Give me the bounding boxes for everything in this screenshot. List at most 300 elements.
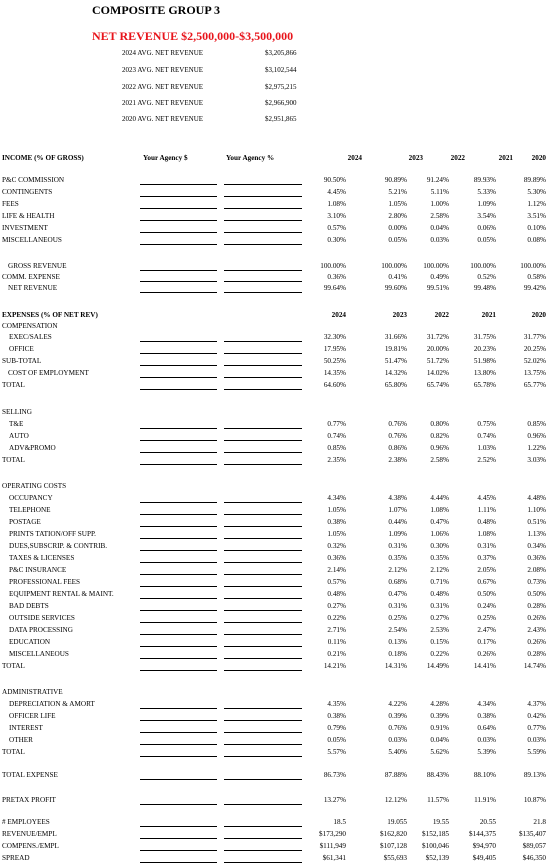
row-value: 1.22% xyxy=(527,444,546,452)
row-label: SUB-TOTAL xyxy=(2,357,42,365)
row-value: 0.52% xyxy=(477,273,496,281)
row-label: FEES xyxy=(2,200,19,208)
row-value: 1.11% xyxy=(477,506,496,514)
row-value: 0.00% xyxy=(388,224,407,232)
row-value: $135,407 xyxy=(519,830,546,838)
row-value: 0.22% xyxy=(327,614,346,622)
row-label: OTHER xyxy=(9,736,33,744)
your-agency-dollar-field[interactable] xyxy=(140,377,217,378)
row-value: 89.13% xyxy=(523,771,546,779)
row-value: 0.48% xyxy=(477,518,496,526)
row-value: $144,375 xyxy=(469,830,496,838)
row-value: 0.38% xyxy=(327,712,346,720)
row-value: 51.72% xyxy=(426,357,449,365)
your-agency-pct-field[interactable] xyxy=(224,756,302,757)
row-value: 0.03% xyxy=(527,736,546,744)
your-agency-dollar-field[interactable] xyxy=(140,838,217,839)
row-value: 0.26% xyxy=(527,638,546,646)
row-value: 2.12% xyxy=(430,566,449,574)
row-value: 1.09% xyxy=(388,530,407,538)
your-agency-dollar-field[interactable] xyxy=(140,550,217,551)
row-value: $94,970 xyxy=(472,842,496,850)
year-header: 2021 xyxy=(498,154,513,162)
row-value: 0.31% xyxy=(430,602,449,610)
row-value: 0.03% xyxy=(430,236,449,244)
row-value: 1.07% xyxy=(388,506,407,514)
row-label: TELEPHONE xyxy=(9,506,51,514)
your-agency-dollar-field[interactable] xyxy=(140,281,217,282)
avg-net-revenue-value: $2,966,900 xyxy=(265,99,297,107)
your-agency-pct-field[interactable] xyxy=(224,464,302,465)
your-agency-dollar-field[interactable] xyxy=(140,220,217,221)
row-value: 3.03% xyxy=(527,456,546,464)
your-agency-pct-field[interactable] xyxy=(224,574,302,575)
your-agency-pct-field[interactable] xyxy=(224,184,302,185)
row-value: 65.74% xyxy=(426,381,449,389)
your-agency-dollar-field[interactable] xyxy=(140,365,217,366)
your-agency-dollar-field[interactable] xyxy=(140,804,217,805)
row-value: 88.43% xyxy=(426,771,449,779)
avg-net-revenue-value: $3,102,544 xyxy=(265,66,297,74)
your-agency-dollar-field[interactable] xyxy=(140,562,217,563)
row-value: 0.35% xyxy=(388,554,407,562)
row-value: 17.95% xyxy=(323,345,346,353)
row-value: $55,693 xyxy=(383,854,407,862)
row-value: 31.72% xyxy=(426,333,449,341)
row-label: DUES,SUBSCRIP. & CONTRIB. xyxy=(9,542,108,550)
row-value: 0.26% xyxy=(477,650,496,658)
avg-net-revenue-value: $2,951,865 xyxy=(265,115,297,123)
year-header: 2023 xyxy=(408,154,423,162)
row-value: 21.8 xyxy=(533,818,546,826)
row-label: OPERATING COSTS xyxy=(2,482,67,490)
row-value: 4.34% xyxy=(327,494,346,502)
your-agency-dollar-field[interactable] xyxy=(140,353,217,354)
your-agency-dollar-field[interactable] xyxy=(140,341,217,342)
your-agency-pct-field[interactable] xyxy=(224,550,302,551)
row-value: 19.81% xyxy=(384,345,407,353)
row-value: 0.41% xyxy=(388,273,407,281)
your-agency-dollar-field[interactable] xyxy=(140,538,217,539)
row-value: 2.14% xyxy=(327,566,346,574)
your-agency-dollar-field[interactable] xyxy=(140,744,217,745)
row-value: $61,341 xyxy=(322,854,346,862)
row-value: 2.47% xyxy=(477,626,496,634)
row-value: 0.57% xyxy=(327,578,346,586)
row-value: 86.73% xyxy=(323,771,346,779)
row-value: 0.91% xyxy=(430,724,449,732)
your-agency-dollar-field[interactable] xyxy=(140,244,217,245)
row-value: 0.03% xyxy=(388,736,407,744)
your-agency-dollar-field[interactable] xyxy=(140,732,217,733)
your-agency-pct-field[interactable] xyxy=(224,270,302,271)
row-value: 0.85% xyxy=(327,444,346,452)
your-agency-dollar-field[interactable] xyxy=(140,850,217,851)
row-value: 0.15% xyxy=(430,638,449,646)
row-value: 99.42% xyxy=(523,284,546,292)
row-value: 20.55 xyxy=(479,818,496,826)
row-value: 14.31% xyxy=(384,662,407,670)
your-agency-dollar-header: Your Agency $ xyxy=(143,154,188,162)
row-value: 4.28% xyxy=(430,700,449,708)
row-label: TOTAL xyxy=(2,748,25,756)
row-value: 1.10% xyxy=(527,506,546,514)
your-agency-pct-field[interactable] xyxy=(224,502,302,503)
your-agency-pct-field[interactable] xyxy=(224,622,302,623)
row-value: 0.03% xyxy=(477,736,496,744)
your-agency-pct-field[interactable] xyxy=(224,208,302,209)
row-value: 1.00% xyxy=(430,200,449,208)
your-agency-pct-field[interactable] xyxy=(224,526,302,527)
row-value: 0.24% xyxy=(477,602,496,610)
your-agency-pct-field[interactable] xyxy=(224,353,302,354)
row-value: 2.05% xyxy=(477,566,496,574)
row-value: 2021 xyxy=(481,311,496,319)
row-value: 5.59% xyxy=(527,748,546,756)
row-value: 0.11% xyxy=(327,638,346,646)
report-title: COMPOSITE GROUP 3 xyxy=(92,3,221,17)
your-agency-dollar-field[interactable] xyxy=(140,610,217,611)
row-value: 51.98% xyxy=(473,357,496,365)
avg-net-revenue-value: $2,975,215 xyxy=(265,83,297,91)
your-agency-pct-field[interactable] xyxy=(224,826,302,827)
row-value: 14.41% xyxy=(473,662,496,670)
row-value: 2.12% xyxy=(388,566,407,574)
your-agency-pct-field[interactable] xyxy=(224,610,302,611)
row-value: 5.30% xyxy=(527,188,546,196)
your-agency-pct-field[interactable] xyxy=(224,634,302,635)
row-value: 0.34% xyxy=(527,542,546,550)
row-label: TOTAL xyxy=(2,381,25,389)
row-value: 51.47% xyxy=(384,357,407,365)
row-value: 0.32% xyxy=(327,542,346,550)
row-value: 100.00% xyxy=(381,262,407,270)
row-label: EDUCATION xyxy=(9,638,51,646)
your-agency-dollar-field[interactable] xyxy=(140,184,217,185)
row-value: 20.00% xyxy=(426,345,449,353)
row-label: PRINTS TATION/OFF SUPP. xyxy=(9,530,96,538)
row-value: 0.04% xyxy=(430,224,449,232)
your-agency-dollar-field[interactable] xyxy=(140,862,217,863)
your-agency-pct-field[interactable] xyxy=(224,862,302,863)
row-value: 5.40% xyxy=(388,748,407,756)
row-value: 0.75% xyxy=(477,420,496,428)
your-agency-dollar-field[interactable] xyxy=(140,574,217,575)
your-agency-dollar-field[interactable] xyxy=(140,440,217,441)
row-value: 0.48% xyxy=(430,590,449,598)
row-value: 0.27% xyxy=(430,614,449,622)
your-agency-dollar-field[interactable] xyxy=(140,826,217,827)
your-agency-pct-field[interactable] xyxy=(224,850,302,851)
row-value: 2.58% xyxy=(430,212,449,220)
your-agency-pct-field[interactable] xyxy=(224,440,302,441)
row-label: TAXES & LICENSES xyxy=(9,554,75,562)
your-agency-dollar-field[interactable] xyxy=(140,292,217,293)
row-value: 5.21% xyxy=(388,188,407,196)
row-value: 1.12% xyxy=(527,200,546,208)
row-value: 31.75% xyxy=(473,333,496,341)
your-agency-pct-field[interactable] xyxy=(224,292,302,293)
your-agency-dollar-field[interactable] xyxy=(140,779,217,780)
row-label: COMPENS./EMPL xyxy=(2,842,59,850)
row-value: 1.08% xyxy=(477,530,496,538)
your-agency-dollar-field[interactable] xyxy=(140,670,217,671)
row-value: 13.27% xyxy=(323,796,346,804)
row-value: 0.80% xyxy=(430,420,449,428)
your-agency-dollar-field[interactable] xyxy=(140,586,217,587)
row-value: 100.00% xyxy=(423,262,449,270)
your-agency-dollar-field[interactable] xyxy=(140,756,217,757)
row-label: SPREAD xyxy=(2,854,30,862)
year-header: 2022 xyxy=(450,154,465,162)
your-agency-pct-field[interactable] xyxy=(224,838,302,839)
row-value: 31.66% xyxy=(384,333,407,341)
row-value: 0.22% xyxy=(430,650,449,658)
row-value: 0.39% xyxy=(388,712,407,720)
your-agency-pct-field[interactable] xyxy=(224,732,302,733)
avg-net-revenue-label: 2022 AVG. NET REVENUE xyxy=(122,83,204,91)
row-value: $46,350 xyxy=(522,854,546,862)
row-value: 0.76% xyxy=(388,420,407,428)
your-agency-pct-field[interactable] xyxy=(224,804,302,805)
row-value: $49,405 xyxy=(472,854,496,862)
row-label: # EMPLOYEES xyxy=(2,818,50,826)
row-value: 4.22% xyxy=(388,700,407,708)
your-agency-pct-field[interactable] xyxy=(224,428,302,429)
row-value: 2.38% xyxy=(388,456,407,464)
row-value: 88.10% xyxy=(473,771,496,779)
row-value: 0.79% xyxy=(327,724,346,732)
your-agency-pct-field[interactable] xyxy=(224,196,302,197)
row-value: 0.21% xyxy=(327,650,346,658)
row-value: 4.45% xyxy=(327,188,346,196)
row-value: 20.23% xyxy=(473,345,496,353)
your-agency-dollar-field[interactable] xyxy=(140,428,217,429)
your-agency-dollar-field[interactable] xyxy=(140,514,217,515)
your-agency-dollar-field[interactable] xyxy=(140,232,217,233)
your-agency-pct-field[interactable] xyxy=(224,586,302,587)
row-value: 0.36% xyxy=(527,554,546,562)
row-label: GROSS REVENUE xyxy=(8,262,67,270)
row-value: 1.06% xyxy=(430,530,449,538)
row-value: 14.02% xyxy=(426,369,449,377)
row-label: OFFICE xyxy=(9,345,34,353)
row-value: 14.35% xyxy=(323,369,346,377)
your-agency-pct-field[interactable] xyxy=(224,365,302,366)
row-value: 4.48% xyxy=(527,494,546,502)
row-value: 0.49% xyxy=(430,273,449,281)
row-value: 2.08% xyxy=(527,566,546,574)
row-value: 4.37% xyxy=(527,700,546,708)
row-value: 1.05% xyxy=(388,200,407,208)
row-value: 0.10% xyxy=(527,224,546,232)
row-value: 2.58% xyxy=(430,456,449,464)
row-label: CONTINGENTS xyxy=(2,188,53,196)
row-value: 0.38% xyxy=(477,712,496,720)
row-value: 4.45% xyxy=(477,494,496,502)
your-agency-pct-field[interactable] xyxy=(224,670,302,671)
row-value: 4.35% xyxy=(327,700,346,708)
your-agency-pct-field[interactable] xyxy=(224,220,302,221)
row-value: 2023 xyxy=(392,311,407,319)
row-value: 19.55 xyxy=(432,818,449,826)
row-value: 0.50% xyxy=(477,590,496,598)
row-value: 12.12% xyxy=(384,796,407,804)
row-value: 65.80% xyxy=(384,381,407,389)
your-agency-dollar-field[interactable] xyxy=(140,720,217,721)
your-agency-pct-field[interactable] xyxy=(224,720,302,721)
your-agency-pct-field[interactable] xyxy=(224,244,302,245)
row-value: 1.05% xyxy=(327,530,346,538)
row-label: P&C COMMISSION xyxy=(2,176,65,184)
row-value: 0.36% xyxy=(327,554,346,562)
row-value: 0.28% xyxy=(527,650,546,658)
row-value: 100.00% xyxy=(520,262,546,270)
row-label: MISCELLANEOUS xyxy=(9,650,69,658)
row-value: 2.71% xyxy=(327,626,346,634)
row-value: 99.60% xyxy=(384,284,407,292)
your-agency-dollar-field[interactable] xyxy=(140,646,217,647)
row-value: 19.055 xyxy=(387,818,407,826)
row-value: 0.74% xyxy=(477,432,496,440)
row-value: 5.39% xyxy=(477,748,496,756)
row-value: 0.05% xyxy=(477,236,496,244)
row-label: COMM. EXPENSE xyxy=(2,273,60,281)
row-value: 0.04% xyxy=(430,736,449,744)
row-value: 89.89% xyxy=(523,176,546,184)
row-label: PRETAX PROFIT xyxy=(2,796,56,804)
row-value: 99.48% xyxy=(473,284,496,292)
row-label: LIFE & HEALTH xyxy=(2,212,55,220)
row-value: 3.54% xyxy=(477,212,496,220)
row-value: 31.77% xyxy=(523,333,546,341)
your-agency-dollar-field[interactable] xyxy=(140,464,217,465)
row-label: INVESTMENT xyxy=(2,224,48,232)
row-label: AUTO xyxy=(9,432,29,440)
your-agency-pct-field[interactable] xyxy=(224,744,302,745)
your-agency-pct-field[interactable] xyxy=(224,389,302,390)
row-value: 91.24% xyxy=(426,176,449,184)
row-value: 65.78% xyxy=(473,381,496,389)
your-agency-pct-field[interactable] xyxy=(224,452,302,453)
row-value: 0.47% xyxy=(388,590,407,598)
row-value: $52,139 xyxy=(425,854,449,862)
your-agency-pct-field[interactable] xyxy=(224,514,302,515)
row-value: 100.00% xyxy=(470,262,496,270)
your-agency-pct-field[interactable] xyxy=(224,779,302,780)
row-value: 3.51% xyxy=(527,212,546,220)
row-label: TOTAL EXPENSE xyxy=(2,771,58,779)
row-value: 100.00% xyxy=(320,262,346,270)
row-label: DATA PROCESSING xyxy=(9,626,73,634)
row-label: TOTAL xyxy=(2,662,25,670)
row-value: 87.88% xyxy=(384,771,407,779)
row-value: 5.33% xyxy=(477,188,496,196)
row-value: 0.31% xyxy=(477,542,496,550)
row-label: OUTSIDE SERVICES xyxy=(9,614,75,622)
row-value: $89,057 xyxy=(522,842,546,850)
row-label: EQUIPMENT RENTAL & MAINT. xyxy=(9,590,114,598)
row-value: 0.25% xyxy=(477,614,496,622)
row-value: 1.08% xyxy=(430,506,449,514)
your-agency-dollar-field[interactable] xyxy=(140,196,217,197)
avg-net-revenue-label: 2023 AVG. NET REVENUE xyxy=(122,66,204,74)
row-value: 5.62% xyxy=(430,748,449,756)
row-value: 0.82% xyxy=(430,432,449,440)
row-value: 90.50% xyxy=(323,176,346,184)
row-value: $111,949 xyxy=(319,842,346,850)
your-agency-dollar-field[interactable] xyxy=(140,658,217,659)
row-value: 0.18% xyxy=(388,650,407,658)
your-agency-dollar-field[interactable] xyxy=(140,389,217,390)
row-value: 0.05% xyxy=(388,236,407,244)
row-value: 0.96% xyxy=(527,432,546,440)
row-value: 65.77% xyxy=(523,381,546,389)
your-agency-dollar-field[interactable] xyxy=(140,208,217,209)
row-value: 4.34% xyxy=(477,700,496,708)
row-value: 1.05% xyxy=(327,506,346,514)
your-agency-dollar-field[interactable] xyxy=(140,634,217,635)
row-label: EXEC/SALES xyxy=(9,333,52,341)
row-label: T&E xyxy=(9,420,24,428)
row-value: 0.48% xyxy=(327,590,346,598)
your-agency-dollar-field[interactable] xyxy=(140,708,217,709)
row-label: PROFESSIONAL FEES xyxy=(9,578,81,586)
your-agency-pct-field[interactable] xyxy=(224,562,302,563)
your-agency-pct-field[interactable] xyxy=(224,232,302,233)
row-label: COST OF EMPLOYMENT xyxy=(8,369,89,377)
row-value: 0.25% xyxy=(388,614,407,622)
avg-net-revenue-label: 2024 AVG. NET REVENUE xyxy=(122,49,204,57)
row-value: 99.51% xyxy=(426,284,449,292)
row-value: 0.50% xyxy=(527,590,546,598)
row-value: 11.57% xyxy=(427,796,449,804)
row-value: 2022 xyxy=(434,311,449,319)
row-value: 0.73% xyxy=(527,578,546,586)
row-value: $107,128 xyxy=(380,842,407,850)
your-agency-pct-field[interactable] xyxy=(224,598,302,599)
row-value: 0.39% xyxy=(430,712,449,720)
row-value: 0.31% xyxy=(388,602,407,610)
row-label: INTEREST xyxy=(9,724,43,732)
row-value: 52.02% xyxy=(523,357,546,365)
your-agency-pct-field[interactable] xyxy=(224,538,302,539)
row-label: DEPRECIATION & AMORT xyxy=(9,700,95,708)
your-agency-dollar-field[interactable] xyxy=(140,270,217,271)
row-value: 2.43% xyxy=(527,626,546,634)
row-value: 0.67% xyxy=(477,578,496,586)
row-value: 0.26% xyxy=(527,614,546,622)
your-agency-dollar-field[interactable] xyxy=(140,598,217,599)
your-agency-dollar-field[interactable] xyxy=(140,622,217,623)
your-agency-pct-field[interactable] xyxy=(224,708,302,709)
row-value: 2.35% xyxy=(327,456,346,464)
row-value: 50.25% xyxy=(323,357,346,365)
your-agency-pct-field[interactable] xyxy=(224,281,302,282)
your-agency-dollar-field[interactable] xyxy=(140,526,217,527)
row-value: 0.77% xyxy=(327,420,346,428)
your-agency-dollar-field[interactable] xyxy=(140,452,217,453)
row-value: 0.31% xyxy=(388,542,407,550)
row-value: 0.96% xyxy=(430,444,449,452)
row-value: 4.38% xyxy=(388,494,407,502)
income-section-header: INCOME (% OF GROSS) xyxy=(2,154,84,162)
your-agency-pct-field[interactable] xyxy=(224,377,302,378)
your-agency-dollar-field[interactable] xyxy=(140,502,217,503)
your-agency-pct-field[interactable] xyxy=(224,646,302,647)
your-agency-pct-field[interactable] xyxy=(224,658,302,659)
your-agency-pct-field[interactable] xyxy=(224,341,302,342)
